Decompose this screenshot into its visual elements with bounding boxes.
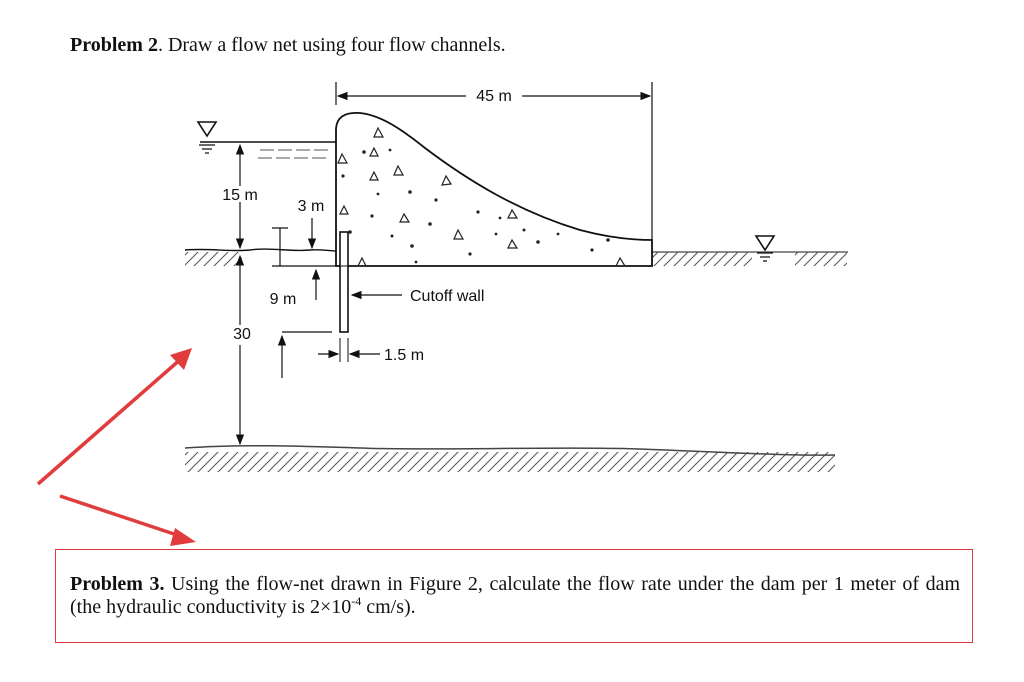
upstream-ground-line: [185, 249, 338, 251]
dimension-30-label: 30: [233, 326, 251, 343]
ground-surface-upstream: [185, 252, 242, 266]
dimension-1-5m: [318, 338, 424, 364]
problem-2-text: . Draw a flow net using four flow channels.: [157, 34, 506, 56]
problem-3-text: [70, 573, 960, 619]
dimension-3m: [272, 198, 336, 266]
red-arrow-down: [60, 496, 180, 536]
dimension-vertical-left: [222, 145, 258, 444]
problem-3-exponent: -4: [351, 594, 362, 608]
tailwater-triangle-icon: [756, 236, 774, 250]
cutoff-wall-label: Cutoff wall: [410, 288, 485, 305]
dimension-45m-label: 45 m: [476, 88, 512, 105]
problem-2-label: Problem 2: [70, 34, 158, 56]
cutoff-wall-callout: [352, 288, 484, 305]
problem-3-box: [55, 549, 973, 643]
dimension-9m-label: 9 m: [269, 291, 297, 308]
impervious-layer: [185, 446, 835, 472]
tailwater-level: [756, 236, 774, 261]
problem-3-body: Using the flow-net drawn in Figure 2, calculate the flow rate under the dam per 1 meter of dam (the hydraulic conductivity is 2×10: [70, 573, 960, 618]
dam-body: [336, 113, 652, 266]
red-annotation-arrows: [38, 348, 196, 546]
headwater-level: [198, 122, 336, 158]
red-arrow-up: [38, 358, 182, 484]
ground-surface-downstream: [652, 252, 848, 266]
dimension-3m-label: 3 m: [297, 198, 325, 215]
cutoff-wall: [340, 232, 348, 332]
water-level-triangle-icon: [198, 122, 216, 136]
dimension-15m-label: 15 m: [222, 187, 258, 204]
problem-3-label: Problem 3.: [70, 573, 165, 595]
dimension-1-5m-label: 1.5 m: [384, 347, 425, 364]
dimension-9m: [270, 270, 332, 378]
problem-3-tail: cm/s).: [361, 596, 416, 618]
